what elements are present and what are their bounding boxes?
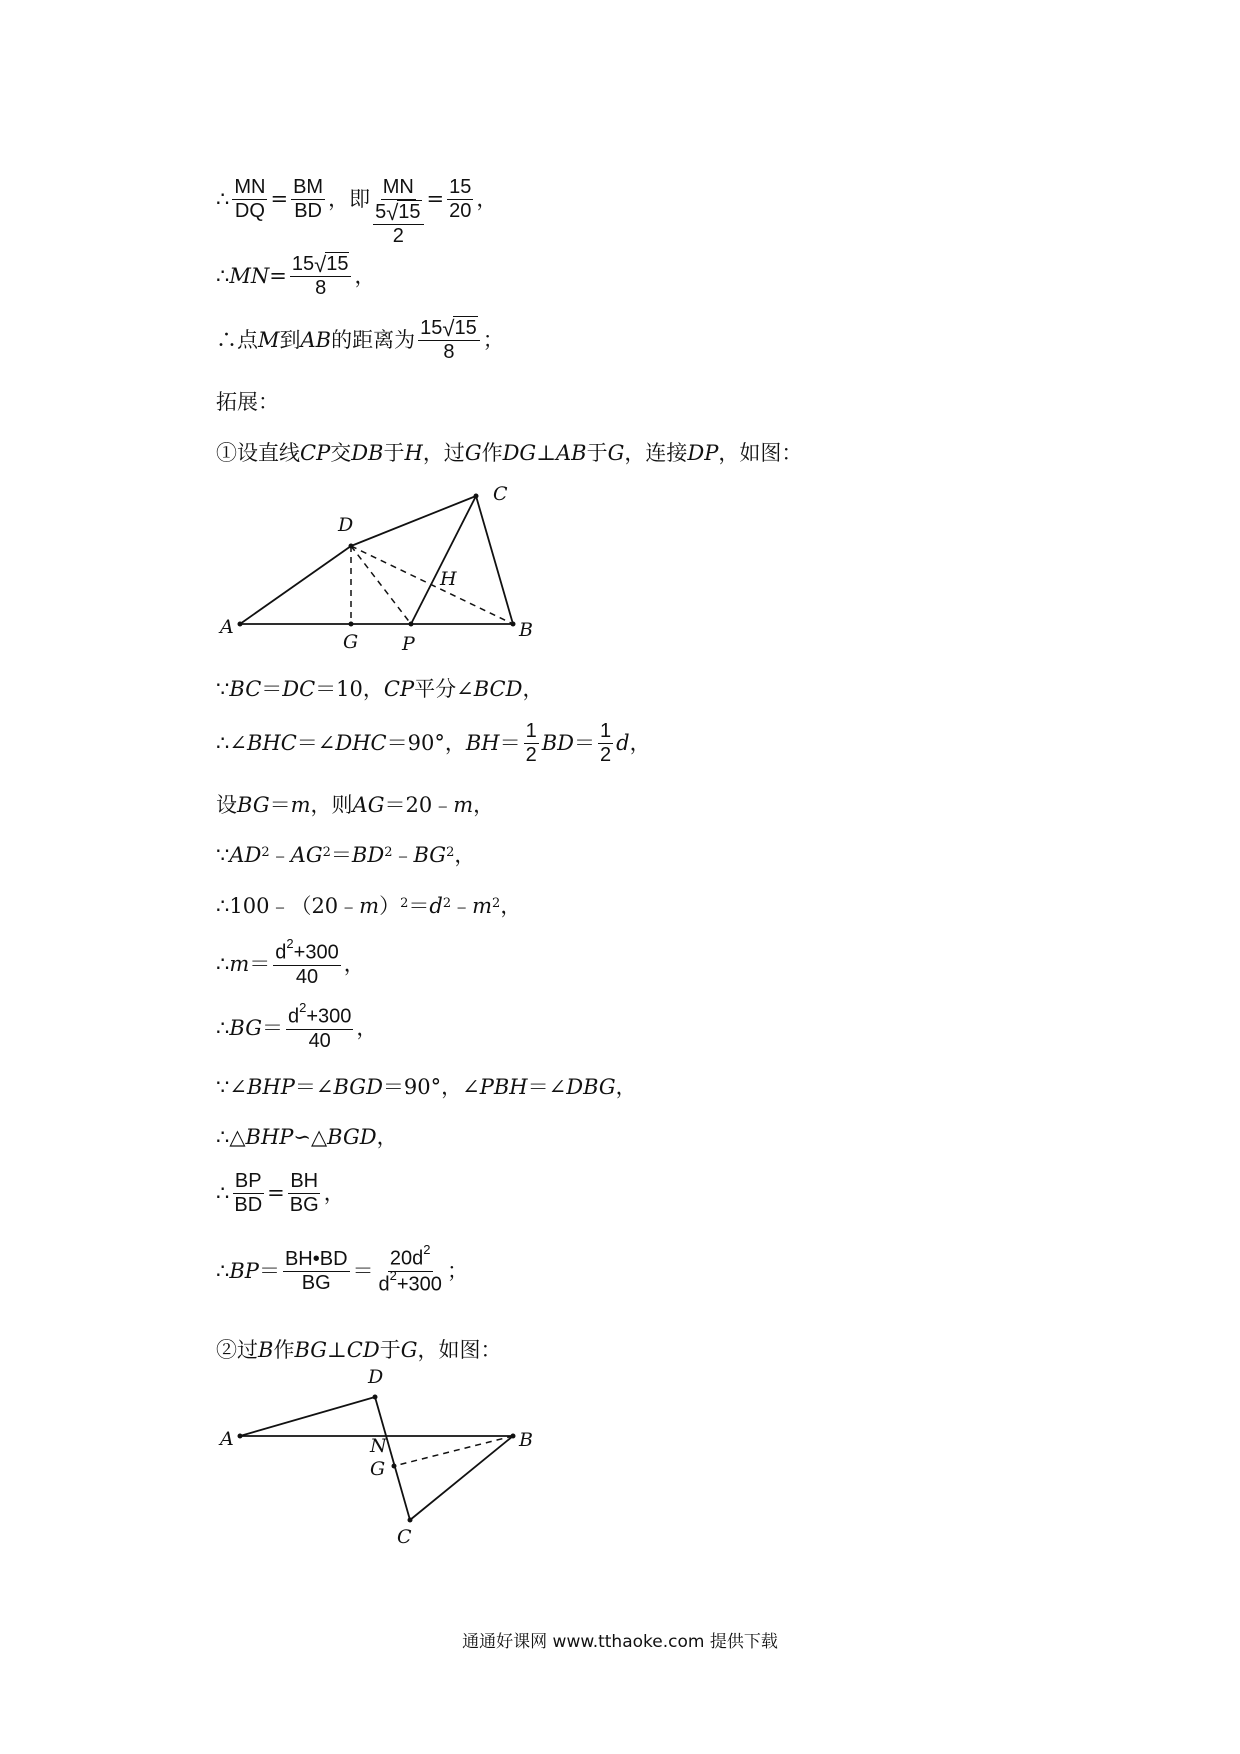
proof-line-6: ∵ BC ＝ DC ＝10， CP 平分∠ BCD ， — [216, 677, 544, 701]
fraction-bp-bd: $\frac{BP}{BD}$ — [234, 1170, 263, 1216]
fraction-m: $\frac{d^2+300}{40}$ — [275, 936, 339, 988]
label-H: H — [440, 568, 457, 590]
proof-line-11: ∴ m ＝ $\frac{d^2+300}{40}$ ， — [216, 936, 365, 988]
fraction-bm-bd: $\frac{BM}{BD}$ — [293, 175, 324, 222]
fraction-half-2: $\frac{1}{2}$ — [600, 720, 612, 766]
fraction-bh-bd-bg: $\frac{BH•BD}{BG}$ — [284, 1247, 348, 1294]
label-B: B — [519, 619, 533, 641]
fraction-distance: 15 √ 15 8 — [418, 316, 480, 364]
proof-line-16: ∴ BP ＝ $\frac{BH•BD}{BG}$ ＝ $\frac{20d^2}{d^2+300}$ ； — [216, 1242, 468, 1296]
section-heading-extension: 拓展： — [216, 390, 279, 414]
fraction-half-1: $\frac{1}{2}$ — [525, 720, 537, 766]
label-D: D — [338, 514, 354, 536]
label-B: B — [519, 1429, 533, 1451]
proof-line-17: ②过 B 作 BG ⊥ CD 于 G ，如图： — [216, 1338, 502, 1362]
fraction-mn-dq: $\frac{MN}{DQ}$ — [234, 175, 266, 222]
segment-cb — [410, 1436, 513, 1520]
label-G: G — [370, 1458, 386, 1480]
label-C: C — [397, 1526, 412, 1548]
proof-line-2: ∴ MN = 15 √ 15 8 ， — [216, 252, 376, 299]
proof-line-9: ∵ AD $^2$ ﹣ AG $^2$ ＝ BD $^2$ ﹣ BG $^2$ ， — [216, 843, 476, 867]
fraction-bh-bg: $\frac{BH}{BG}$ — [289, 1170, 319, 1216]
proof-line-13: ∵∠ BHP ＝∠ BGD ＝90°，∠ PBH ＝∠ DBG ， — [216, 1075, 637, 1099]
footer-source: 通通好课网 www.tthaoke.com 提供下载 — [462, 1632, 778, 1652]
label-D: D — [368, 1366, 384, 1388]
proof-line-14: ∴△ BHP ∽ △ BGD ， — [216, 1125, 398, 1149]
label-A: A — [220, 616, 234, 638]
label-P: P — [402, 633, 415, 655]
fraction-bp-result: $\frac{20d^2}{d^2+300}$ — [378, 1242, 442, 1296]
proof-line-12: ∴ BG ＝ $\frac{d^2+300}{40}$ ， — [216, 1000, 378, 1052]
segment-ad — [240, 1397, 375, 1436]
proof-line-15: ∴ $\frac{BP}{BD}$ = $\frac{BH}{BG}$ ， — [216, 1170, 345, 1216]
label-C: C — [493, 483, 508, 505]
fraction-bg: $\frac{d^2+300}{40}$ — [287, 1000, 352, 1052]
proof-line-10: ∴100﹣（20﹣ m ） $^2$ ＝ d $^2$ ﹣ m $^2$ ， — [216, 894, 522, 918]
proof-line-7: ∴∠ BHC ＝∠ DHC ＝90°， BH ＝ $\frac{1}{2}$ BD ＝ $\frac{1}{2}$ d ， — [216, 720, 651, 766]
proof-line-8: 设 BG ＝ m ，则 AG ＝20﹣ m ， — [216, 793, 495, 817]
fraction-15sqrt15-8: 15 √ 15 8 — [290, 252, 352, 300]
fraction-mn-nested: MN 5 √ 15 2 — [373, 176, 423, 248]
label-N: N — [370, 1435, 387, 1457]
proof-line-3: ∴点 M 到 AB 的距离为 15 √ 15 8 ； — [216, 316, 504, 363]
label-G: G — [343, 631, 359, 653]
proof-line-1: ∴ $\frac{MN}{DQ}$ = $\frac{BM}{BD}$ ，即 MN 5 √ 15 2 = $\frac{15}{20}$ ， — [216, 175, 498, 247]
fraction-15-20: $\frac{15}{20}$ — [449, 175, 472, 222]
label-A: A — [220, 1428, 234, 1450]
proof-line-5: ①设直线 CP 交 DB 于 H ，过 G 作 DG ⊥ AB 于 G ，连接 DP ，如图： — [216, 441, 803, 465]
